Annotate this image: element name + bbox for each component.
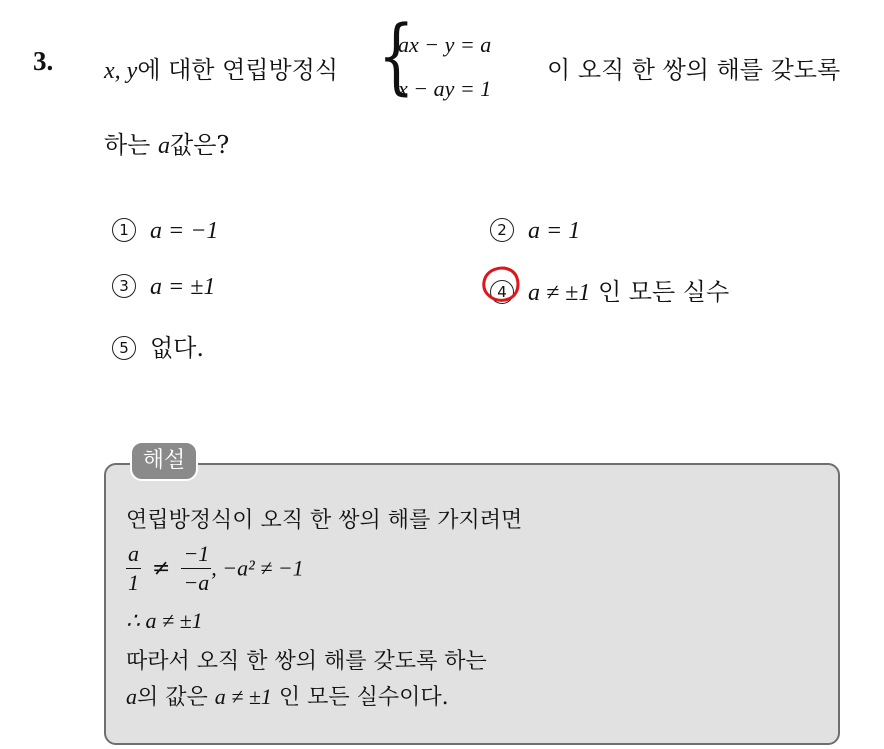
fraction-a-over-1 [126, 540, 141, 597]
option-1-marker: 1 [112, 218, 136, 242]
option-1-expr: a = −1 [150, 218, 219, 244]
option-4-expr: a ≠ ±1 [528, 280, 591, 306]
solution-line-4: 따라서 오직 한 쌍의 해를 갖도록 하는 [126, 649, 487, 674]
solution-therefore: ∴ a ≠ ±1 [126, 608, 203, 633]
option-2[interactable] [490, 216, 580, 245]
solution-line5-expr: a ≠ ±1 [214, 684, 272, 709]
question-line2-post: 값은? [170, 131, 230, 159]
solution-comma-expr: , −a² ≠ −1 [211, 555, 304, 581]
solution-line-5 [126, 680, 449, 711]
question-vars: x, y [104, 58, 138, 84]
option-5-text: 없다. [150, 334, 204, 362]
answer-mark-circle [480, 264, 522, 304]
fraction-2-numerator: −1 [181, 540, 211, 569]
solution-line5-var: a [126, 684, 137, 709]
option-5[interactable] [112, 328, 204, 363]
option-2-marker: 2 [490, 218, 514, 242]
equation-2: x − ay = 1 [398, 76, 492, 101]
option-1[interactable] [112, 216, 218, 245]
option-4[interactable] [490, 272, 729, 307]
neq-sign: ≠ [152, 556, 171, 581]
fraction-1-numerator: a [126, 540, 141, 569]
option-5-marker: 5 [112, 336, 136, 360]
solution-line5-end: 인 모든 실수이다. [278, 685, 449, 710]
question-text-after: 이 오직 한 쌍의 해를 갖도록 [547, 56, 841, 84]
solution-tab: 해설 [130, 441, 198, 481]
option-4-marker: 4 [490, 280, 514, 304]
option-2-expr: a = 1 [528, 218, 581, 244]
option-3-expr: a = ±1 [150, 274, 216, 300]
question-line2-pre: 하는 [104, 131, 151, 159]
option-3[interactable] [112, 272, 215, 301]
question-number: 3. [33, 46, 54, 76]
solution-line5-mid: 의 값은 [137, 685, 208, 710]
system-brace: { [378, 9, 415, 104]
question-line-2 [104, 125, 229, 160]
question-line-1 [104, 50, 338, 85]
fraction-neg1-over-nega [181, 540, 211, 597]
option-4-suffix: 인 모든 실수 [597, 278, 730, 306]
fraction-2-denominator: −a [183, 570, 210, 595]
option-3-marker: 3 [112, 274, 136, 298]
question-line2-var: a [158, 133, 171, 159]
question-text-before: 에 대한 연립방정식 [137, 56, 339, 84]
solution-line-1: 연립방정식이 오직 한 쌍의 해를 가지려면 [126, 508, 523, 533]
solution-fraction-line [126, 540, 304, 597]
fraction-1-denominator: 1 [128, 570, 139, 595]
equation-1: ax − y = a [398, 32, 492, 57]
